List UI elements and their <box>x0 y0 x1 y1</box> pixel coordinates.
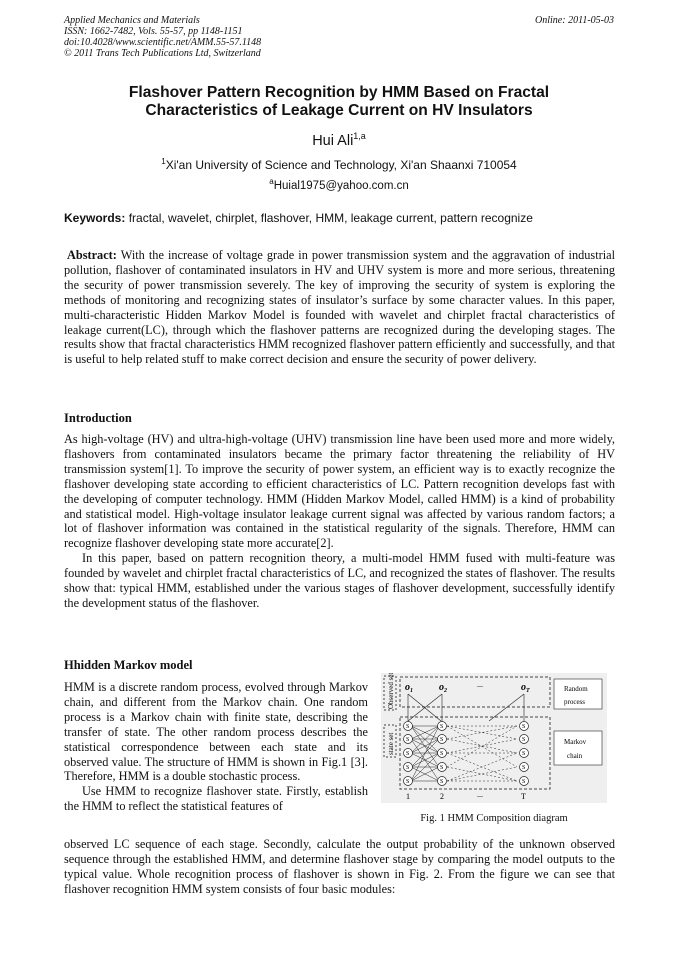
random-process-line-2: process <box>564 698 585 706</box>
state-label-c2-3: S <box>440 751 444 757</box>
introduction-heading: Introduction <box>64 411 132 425</box>
time-label-T: T <box>521 792 526 801</box>
author <box>0 131 678 149</box>
observation-ellipsis: ... <box>477 680 483 689</box>
state-label-cT-2: S <box>522 737 526 743</box>
time-label-1: 1 <box>406 792 410 801</box>
doi-line: doi:10.4028/www.scientific.net/AMM.55-57.1148 <box>64 37 262 48</box>
time-label-ellipsis: ... <box>477 790 483 799</box>
affiliation-sup: 1 <box>161 157 166 166</box>
intro-paragraph-1: As high-voltage (HV) and ultra-high-voltage (UHV) transmission line have been used more and more widely, flashovers from contaminated insulators became the primary factor threatening the reliability of HV transmission system[1]. To improve the security of power system, an efficient way is to exactly recognize the flashover developing state according to efficient characteristics of LC. Pattern recognition develops fast with the developing of computer technology. HMM (Hidden Markov Model, called HMM) is a kind of probability and statistical model. High-voltage insulator leakage current signal was affected by various random factors; a lot of flashover information was contained in the statistical regularity of the signals. Therefore, HMM can recognize flashover developing state more accurate[2]. <box>64 432 615 551</box>
hmm-heading: Hhidden Markov model <box>64 658 193 672</box>
state-label-cT-5: S <box>522 779 526 785</box>
observation-o2: $o_2$ <box>439 682 447 694</box>
abstract <box>64 248 615 367</box>
state-label-c2-5: S <box>440 779 444 785</box>
state-set-label: state set <box>387 732 395 755</box>
random-process-line-1: Random <box>564 685 588 693</box>
hmm-body-column <box>64 680 368 814</box>
observation-oT: $o_T$ <box>521 682 530 694</box>
keywords-text: fractal, wavelet, chirplet, flashover, HMM, leakage current, pattern recognize <box>125 211 533 225</box>
markov-chain-line-2: chain <box>567 752 583 760</box>
abstract-text: With the increase of voltage grade in power transmission system and the aggravation of industrial pollution, flashover of contaminated insulators in HV and UHV system is more and more serious, threatening the security of power transmission severely. The key of improving the security of system is exploring the methods of monitoring and recognizing states of insulator’s surface by some character values. In this paper, multi-characteristic Hidden Markov Model is founded with wavelet and chirplet fractal characteristics of leakage current(LC), through which the flashover patterns are recognized during the developing stages. The results show that fractal characteristics HMM recognized flashover pattern efficiently and successfully, and that is useful to help related stuff to make correct decision and ensure the security of power delivery. <box>64 248 615 367</box>
abstract-label: Abstract: <box>67 248 117 262</box>
observed-set-label: Observed set <box>387 673 395 709</box>
state-label-c2-1: S <box>440 724 444 730</box>
state-label-cT-1: S <box>522 724 526 730</box>
hmm-body-full <box>64 837 615 897</box>
markov-chain-line-1: Markov <box>564 738 587 746</box>
copyright-line: © 2011 Trans Tech Publications Ltd, Switzerland <box>64 48 261 59</box>
affiliation <box>0 157 678 172</box>
state-label-c2-2: S <box>440 737 444 743</box>
observation-o1: $o_1$ <box>405 682 413 694</box>
keywords-label: Keywords: <box>64 211 126 225</box>
state-label-c2-4: S <box>440 765 444 771</box>
state-label-3: S <box>406 751 410 757</box>
state-label-5: S <box>406 779 410 785</box>
intro-paragraph-2: In this paper, based on pattern recognition theory, a multi-model HMM fused with multi-feature was founded by wavelet and chirplet fractal characteristics of LC, and recognized the states of flashover. The results show that: typical HMM, established under the various stages of flashover development, successfully identify the development status of the flashover. <box>64 551 615 610</box>
title-line-2: Characteristics of Leakage Current on HV Insulators <box>145 102 533 119</box>
state-label-2: S <box>406 737 410 743</box>
hmm-diagram <box>381 673 607 803</box>
figure-1 <box>381 673 607 803</box>
state-label-cT-3: S <box>522 751 526 757</box>
online-date: Online: 2011-05-03 <box>535 15 614 26</box>
author-name: Hui Ali <box>312 132 354 149</box>
paper-title <box>0 84 678 120</box>
journal-name: Applied Mechanics and Materials <box>64 15 200 26</box>
keywords <box>64 211 624 225</box>
email-text: Huial1975@yahoo.com.cn <box>273 179 409 192</box>
time-label-2: 2 <box>440 792 444 801</box>
hmm-paragraph-2-start: Use HMM to recognize flashover state. Firstly, establish the HMM to reflect the statistical features of <box>64 784 368 814</box>
state-label-4: S <box>406 765 410 771</box>
author-sup: 1,a <box>353 131 366 141</box>
email <box>0 177 678 192</box>
journal-header <box>64 15 261 59</box>
state-label-cT-4: S <box>522 765 526 771</box>
introduction-body <box>64 432 615 611</box>
affiliation-text: Xi'an University of Science and Technology, Xi'an Shaanxi 710054 <box>165 158 517 172</box>
email-sup: a <box>269 177 274 186</box>
hmm-paragraph-1: HMM is a discrete random process, evolved through Markov chain, and different from the Markov chain. One random process is a Markov chain with finite state, describing the transfer of state. The other random process describes the statistical correspondence between each state and its observed value. The structure of HMM is shown in Fig.1 [3]. Therefore, HMM is a double stochastic process. <box>64 680 368 784</box>
issn-line: ISSN: 1662-7482, Vols. 55-57, pp 1148-1151 <box>64 26 243 37</box>
title-line-1: Flashover Pattern Recognition by HMM Based on Fractal <box>128 84 550 101</box>
figure-1-caption: Fig. 1 HMM Composition diagram <box>420 813 568 824</box>
hmm-paragraph-2-rest: observed LC sequence of each stage. Secondly, calculate the output probability of the unknown observed sequence through the established HMM, and determine flashover stage by comparing the model outputs to the typical value. Whole recognition process of flashover is shown in Fig. 2. From the figure we can see that flashover recognition HMM system consists of four basic modules: <box>64 837 615 896</box>
state-label-1: S <box>406 724 410 730</box>
